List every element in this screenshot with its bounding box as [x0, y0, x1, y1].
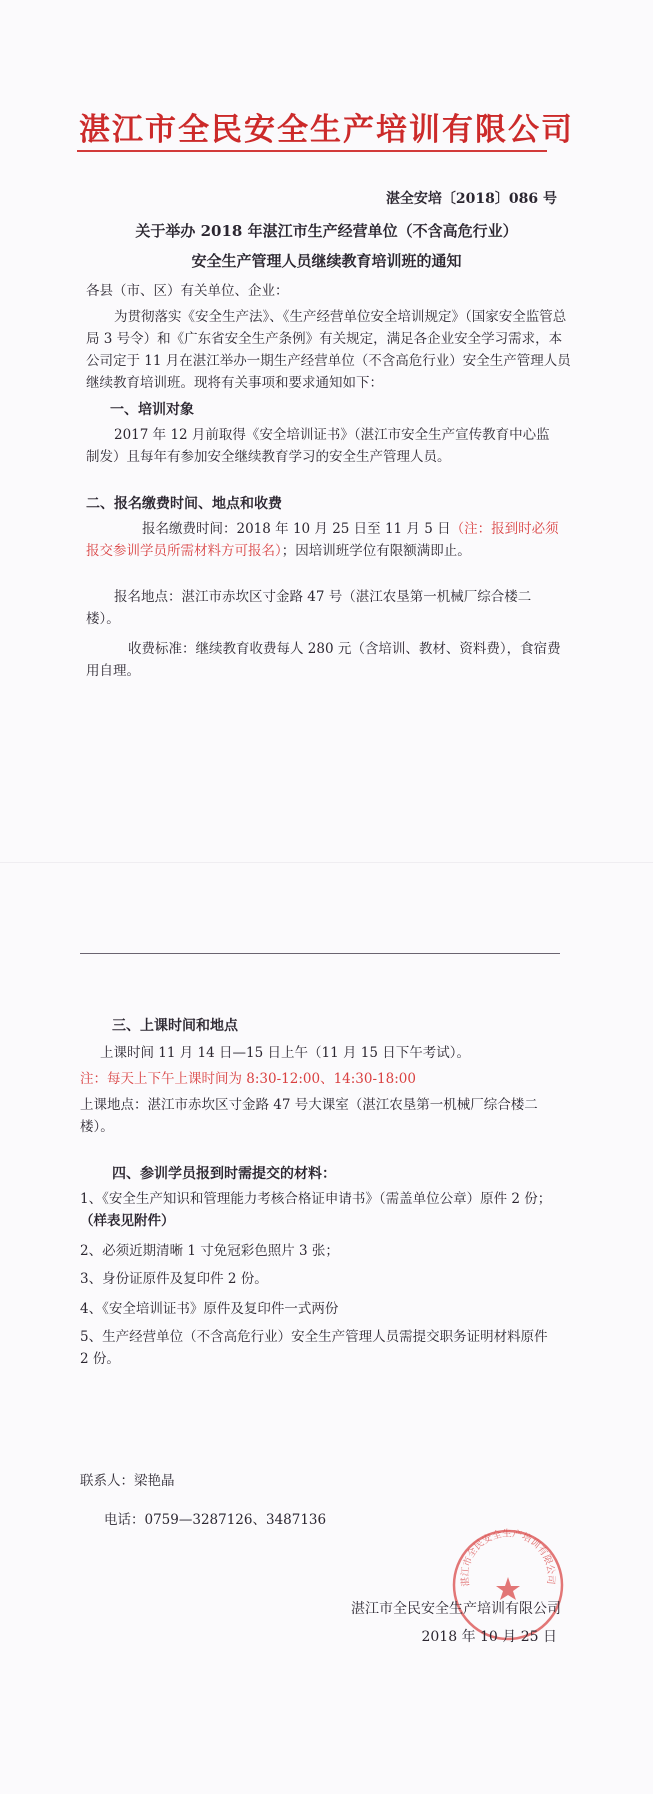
notice-title-line1: 关于举办 2018 年湛江市生产经营单位（不含高危行业）: [135, 222, 518, 240]
section4-item1: [80, 1188, 560, 1232]
section2-heading: 二、报名缴费时间、地点和收费: [86, 496, 282, 512]
section4-item1-sample: （样表见附件）: [80, 1213, 175, 1229]
section3-note: 注：每天上下午上课时间为 8:30-12:00、14:30-18:00: [80, 1071, 416, 1087]
contact-phone: 电话：0759—3287126、3487136: [104, 1512, 327, 1528]
stamp-text: 湛江市全民安全生产培训有限公司: [459, 1528, 557, 1588]
section3-heading: 三、上课时间和地点: [112, 1018, 238, 1034]
section2-time-note: （注：报到时必须报交参训学员所需材料方可报名）: [86, 521, 559, 559]
section2-time-suffix: ；因培训班学位有限额满即止。: [281, 543, 471, 559]
page-fold-line: [0, 862, 653, 863]
intro-paragraph: 为贯彻落实《安全生产法》、《生产经营单位安全培训规定》（国家安全监管总局 3 号令）和《广东省安全生产条例》有关规定，满足各企业安全学习需求，本公司定于 11 月在湛江举办一期生产经营单位（不含高危行业）安全生产管理人员继续教育培训班。现将有关事项和要求通知如下：: [86, 309, 571, 391]
section4-heading: 四、参训学员报到时需提交的材料：: [112, 1166, 336, 1182]
section1-heading: 一、培训对象: [110, 402, 194, 418]
section3-place: 上课地点：湛江市赤坎区寸金路 47 号大课室（湛江农垦第一机械厂综合楼二楼）。: [80, 1097, 538, 1135]
addressee: 各县（市、区）有关单位、企业：: [86, 283, 289, 299]
section4-item2: 2、必须近期清晰 1 寸免冠彩色照片 3 张；: [80, 1243, 339, 1259]
section2-time: 报名缴费时间：2018 年 10 月 25 日至 11 月 5 日: [142, 521, 451, 537]
section2-time-paragraph: [86, 518, 566, 562]
section3-time: 上课时间 11 月 14 日—15 日上午（11 月 15 日下午考试）。: [100, 1045, 470, 1061]
section4-item3: 3、身份证原件及复印件 2 份。: [80, 1271, 268, 1287]
section2-place: 报名地点：湛江市赤坎区寸金路 47 号（湛江农垦第一机械厂综合楼二楼）。: [86, 589, 532, 627]
svg-text:湛江市全民安全生产培训有限公司: [459, 1527, 556, 1587]
section4-item5: 5、生产经营单位（不含高危行业）安全生产管理人员需提交职务证明材料原件 2 份。: [80, 1329, 548, 1367]
section2-fee: 收费标准：继续教育收费每人 280 元（含培训、教材、资料费），食宿费用自理。: [86, 641, 561, 679]
letterhead-company: 湛江市全民安全生产培训有限公司: [79, 112, 574, 148]
page-divider: [80, 953, 560, 954]
section4-item1-text: 1、《安全生产知识和管理能力考核合格证申请书》（需盖单位公章）原件 2 份；: [80, 1191, 552, 1207]
signature-company: 湛江市全民安全生产培训有限公司: [351, 1601, 561, 1617]
document-reference-number: 湛全安培〔2018〕086 号: [385, 191, 557, 207]
contact-person: 联系人：梁艳晶: [80, 1473, 175, 1489]
letterhead-red-line: [77, 150, 547, 152]
section4-item4: 4、《安全培训证书》原件及复印件一式两份: [80, 1301, 339, 1317]
section1-text: 2017 年 12 月前取得《安全培训证书》（湛江市安全生产宣传教育中心监制发）且每年有参加安全继续教育学习的安全生产管理人员。: [86, 427, 550, 465]
notice-title-line2: 安全生产管理人员继续教育培训班的通知: [191, 252, 462, 270]
signature-date: 2018 年 10 月 25 日: [421, 1629, 557, 1645]
